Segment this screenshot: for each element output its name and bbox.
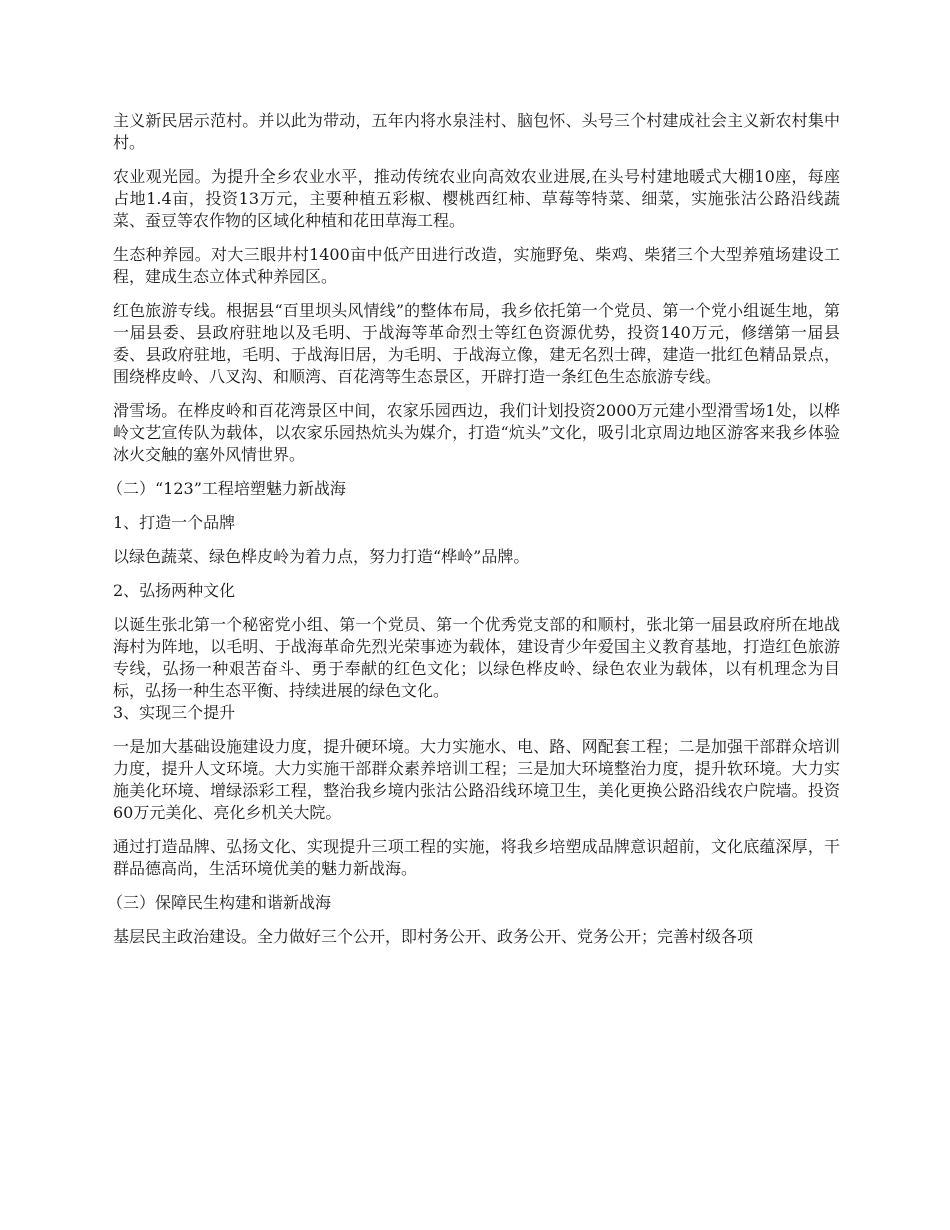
- paragraph: 主义新民居示范村。并以此为带动，五年内将水泉洼村、脑包怀、头号三个村建成社会主义新农村集中村。: [113, 111, 840, 152]
- paragraph: 基层民主政治建设。全力做好三个公开，即村务公开、政务公开、党务公开；完善村级各项: [113, 927, 754, 946]
- section-heading: （三）保障民生构建和谐新战海: [107, 893, 332, 912]
- paragraph: 以诞生张北第一个秘密党小组、第一个党员、第一个优秀党支部的和顺村，张北第一届县政府所在地战海村为阵地，以毛明、于战海革命先烈光荣事迹为载体，建设青少年爱国主义教育基地，打造红色旅游专线，弘扬一种艰苦奋斗、勇于奉献的红色文化；以绿色桦皮岭、绿色农业为载体，以有机理念为目标，弘扬一种生态平衡、持续进展的绿色文化。: [113, 615, 840, 700]
- paragraph: 红色旅游专线。根据县“百里坝头风情线”的整体布局，我乡依托第一个党员、第一个党小组诞生地，第一届县委、县政府驻地以及毛明、于战海等革命烈士等红色资源优势，投资140万元，修缮第一届县委、县政府驻地，毛明、于战海旧居，为毛明、于战海立像，建无名烈士碑，建造一批红色精品景点，围绕桦皮岭、八叉沟、和顺湾、百花湾等生态景区，开辟打造一条红色生态旅游专线。: [113, 301, 840, 386]
- subsection-heading: 1、打造一个品牌: [113, 513, 236, 532]
- section-heading: （二）“123”工程培塑魅力新战海: [107, 479, 346, 498]
- paragraph: 一是加大基础设施建设力度，提升硬环境。大力实施水、电、路、网配套工程；二是加强干部群众培训力度，提升人文环境。大力实施干部群众素养培训工程；三是加大环境整治力度，提升软环境。大力实施美化环境、增绿添彩工程，整治我乡境内张沽公路沿线环境卫生，美化更换公路沿线农户院墙。投资60万元美化、亮化乡机关大院。: [113, 737, 840, 822]
- paragraph: 生态种养园。对大三眼井村1400亩中低产田进行改造，实施野兔、柴鸡、柴猪三个大型养殖场建设工程，建成生态立体式种养园区。: [113, 245, 840, 286]
- paragraph: 农业观光园。为提升全乡农业水平，推动传统农业向高效农业进展,在头号村建地暖式大棚10座，每座占地1.4亩，投资13万元，主要种植五彩椒、樱桃西红柿、草莓等特菜、细菜，实施张沽公路沿线蔬菜、蚕豆等农作物的区域化种植和花田草海工程。: [113, 167, 840, 230]
- subsection-heading: 2、弘扬两种文化: [113, 581, 236, 600]
- subsection-heading: 3、实现三个提升: [113, 703, 236, 722]
- document-body: [107, 110, 840, 960]
- paragraph: 以绿色蔬菜、绿色桦皮岭为着力点，努力打造“桦岭”品牌。: [113, 547, 530, 566]
- paragraph: 通过打造品牌、弘扬文化、实现提升三项工程的实施，将我乡培塑成品牌意识超前，文化底蕴深厚，干群品德高尚，生活环境优美的魅力新战海。: [113, 837, 840, 878]
- paragraph: 滑雪场。在桦皮岭和百花湾景区中间，农家乐园西边，我们计划投资2000万元建小型滑雪场1处，以桦岭文艺宣传队为载体，以农家乐园热炕头为媒介，打造“炕头”文化，吸引北京周边地区游客来我乡体验冰火交触的塞外风情世界。: [113, 401, 840, 464]
